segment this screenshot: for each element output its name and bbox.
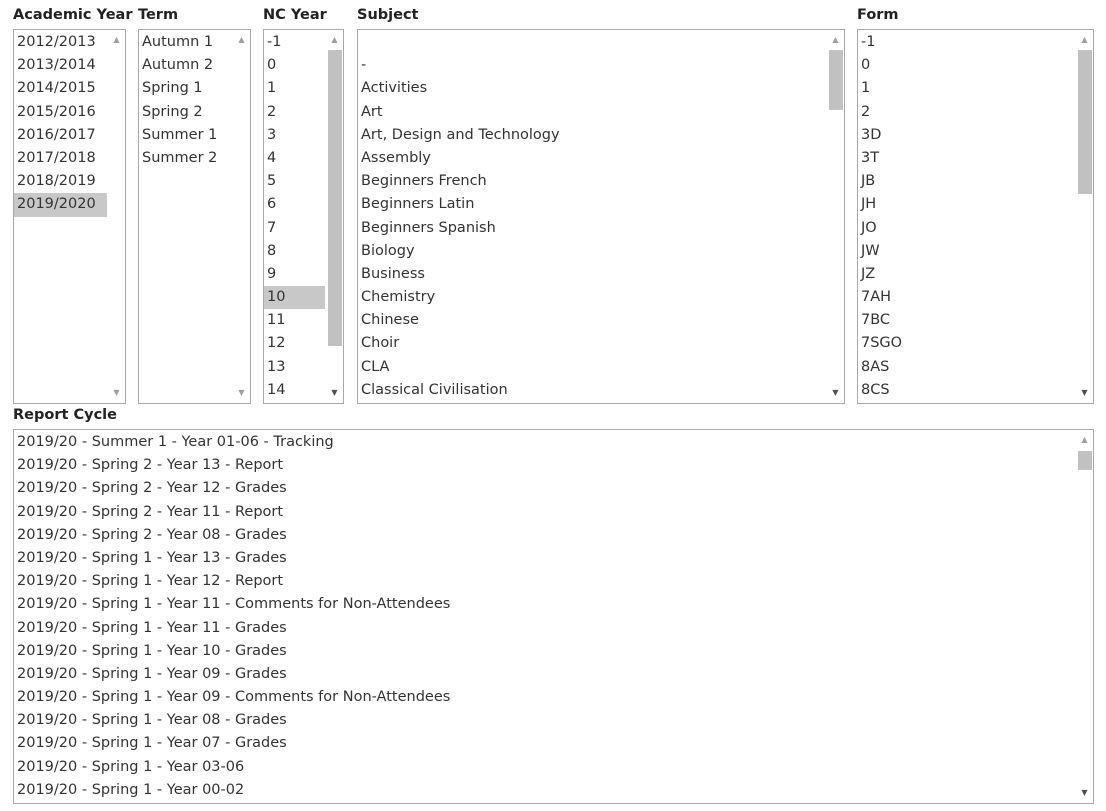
academic-year-items: [14, 31, 107, 217]
nc-year-label: NC Year: [263, 7, 327, 23]
report-cycle-option[interactable]: 2019/20 - Spring 2 - Year 13 - Report: [17, 457, 284, 474]
term-items: [139, 31, 232, 170]
term-option[interactable]: Summer 1: [142, 126, 218, 143]
scroll-down-icon[interactable]: ▼: [832, 388, 839, 397]
form-scroll-thumb[interactable]: [1078, 50, 1092, 194]
report-cycle-listbox[interactable]: [13, 429, 1094, 804]
form-items: [858, 31, 1075, 402]
form-option[interactable]: 8CS: [861, 381, 890, 398]
academic-year-option[interactable]: 2013/2014: [17, 57, 96, 74]
subject-option[interactable]: Chinese: [361, 312, 419, 329]
form-option[interactable]: JO: [861, 219, 877, 236]
scroll-down-icon[interactable]: ▼: [238, 388, 245, 397]
nc-year-option[interactable]: 12: [267, 335, 286, 352]
term-option[interactable]: Spring 2: [142, 103, 203, 120]
nc-year-option[interactable]: 8: [267, 242, 277, 259]
nc-year-option[interactable]: 9: [267, 265, 277, 282]
scroll-down-icon[interactable]: ▼: [331, 388, 338, 397]
form-option[interactable]: JH: [861, 196, 877, 213]
academic-year-option[interactable]: 2014/2015: [17, 80, 96, 97]
nc-year-option[interactable]: 11: [267, 312, 286, 329]
subject-option[interactable]: CLA: [361, 358, 390, 375]
term-listbox[interactable]: [138, 29, 251, 404]
subject-option[interactable]: Chemistry: [361, 289, 436, 306]
academic-year-option[interactable]: 2015/2016: [17, 103, 96, 120]
report-cycle-option[interactable]: 2019/20 - Summer 1 - Year 01-06 - Tracking: [17, 434, 334, 450]
scroll-up-icon[interactable]: ▲: [238, 35, 245, 44]
form-listbox[interactable]: [857, 29, 1094, 404]
report-cycle-scroll-thumb[interactable]: [1078, 451, 1092, 470]
subject-scroll-thumb[interactable]: [829, 50, 843, 110]
term-scrollbar[interactable]: [233, 30, 250, 403]
subject-option[interactable]: Art: [361, 103, 383, 120]
nc-year-option[interactable]: 1: [267, 80, 277, 97]
form-option[interactable]: 3D: [861, 126, 882, 143]
report-cycle-label: Report Cycle: [13, 407, 117, 423]
report-cycle-scrollbar[interactable]: [1076, 430, 1093, 803]
term-label: Term: [138, 7, 179, 23]
form-option[interactable]: 3T: [861, 149, 880, 166]
nc-year-listbox[interactable]: [263, 29, 344, 404]
scroll-up-icon[interactable]: ▲: [113, 35, 120, 44]
form-scrollbar[interactable]: [1076, 30, 1093, 403]
form-option[interactable]: JZ: [861, 265, 876, 282]
report-cycle-option[interactable]: 2019/20 - Spring 1 - Year 00-02: [17, 781, 245, 798]
nc-year-scroll-thumb[interactable]: [328, 50, 342, 346]
form-option[interactable]: 7BC: [861, 312, 891, 329]
nc-year-option[interactable]: 13: [267, 358, 286, 375]
term-option[interactable]: Summer 2: [142, 149, 218, 166]
academic-year-label: Academic Year: [13, 7, 133, 23]
subject-option[interactable]: Activities: [361, 80, 428, 97]
subject-option[interactable]: [358, 31, 826, 54]
report-cycle-option[interactable]: 2019/20 - Spring 1 - Year 10 - Grades: [17, 642, 287, 659]
subject-option[interactable]: Biology: [361, 242, 415, 259]
report-cycle-option[interactable]: 2019/20 - Spring 1 - Year 09 - Comments for Non-Attendees: [17, 689, 451, 706]
form-option[interactable]: -1: [861, 34, 876, 50]
report-cycle-option[interactable]: 2019/20 - Spring 1 - Year 09 - Grades: [17, 665, 287, 682]
academic-year-option[interactable]: 2017/2018: [17, 149, 96, 166]
form-option[interactable]: 8AS: [861, 358, 890, 375]
report-cycle-items: [14, 431, 1075, 802]
subject-option[interactable]: Art, Design and Technology: [361, 126, 560, 143]
subject-option[interactable]: -: [361, 57, 367, 74]
nc-year-option[interactable]: 2: [267, 103, 277, 120]
term-option[interactable]: Autumn 2: [142, 57, 214, 74]
form-option[interactable]: 0: [861, 57, 871, 74]
nc-year-option[interactable]: 14: [267, 381, 286, 398]
nc-year-option[interactable]: 0: [267, 57, 277, 74]
academic-year-option[interactable]: 2016/2017: [17, 126, 96, 143]
nc-year-option[interactable]: 3: [267, 126, 277, 143]
report-cycle-option[interactable]: 2019/20 - Spring 1 - Year 03-06: [17, 758, 245, 775]
scroll-up-icon[interactable]: ▲: [832, 35, 839, 44]
academic-year-option[interactable]: 2019/2020: [14, 193, 107, 216]
report-cycle-option[interactable]: 2019/20 - Spring 1 - Year 12 - Report: [17, 573, 284, 590]
report-cycle-option[interactable]: 2019/20 - Spring 1 - Year 11 - Comments for Non-Attendees: [17, 596, 451, 613]
subject-option[interactable]: Beginners Spanish: [361, 219, 496, 236]
scroll-down-icon[interactable]: ▼: [1081, 388, 1088, 397]
report-cycle-option[interactable]: 2019/20 - Spring 2 - Year 12 - Grades: [17, 480, 287, 497]
academic-year-listbox[interactable]: [13, 29, 126, 404]
subject-listbox[interactable]: [357, 29, 845, 404]
subject-option[interactable]: Classical Civilisation: [361, 381, 508, 398]
report-cycle-option[interactable]: 2019/20 - Spring 1 - Year 07 - Grades: [17, 735, 287, 752]
scroll-down-icon[interactable]: ▼: [1081, 788, 1088, 797]
scroll-up-icon[interactable]: ▲: [1081, 35, 1088, 44]
scroll-up-icon[interactable]: ▲: [331, 35, 338, 44]
form-option[interactable]: 1: [861, 80, 871, 97]
form-option[interactable]: 7SGO: [861, 335, 903, 352]
form-label: Form: [857, 7, 899, 23]
form-option[interactable]: JW: [861, 242, 880, 259]
nc-year-option[interactable]: 5: [267, 173, 277, 190]
report-cycle-option[interactable]: 2019/20 - Spring 1 - Year 11 - Grades: [17, 619, 287, 636]
nc-year-scrollbar[interactable]: [326, 30, 343, 403]
academic-year-option[interactable]: 2018/2019: [17, 173, 96, 190]
scroll-down-icon[interactable]: ▼: [113, 388, 120, 397]
nc-year-option[interactable]: 10: [264, 286, 325, 309]
term-option[interactable]: Spring 1: [142, 80, 203, 97]
subject-items: [358, 31, 826, 402]
term-option[interactable]: Autumn 1: [142, 34, 214, 50]
subject-option[interactable]: Business: [361, 265, 425, 282]
subject-option[interactable]: Choir: [361, 335, 400, 352]
nc-year-option[interactable]: 4: [267, 149, 277, 166]
form-option[interactable]: JB: [861, 173, 876, 190]
academic-year-option[interactable]: 2012/2013: [17, 34, 96, 50]
subject-option[interactable]: Beginners Latin: [361, 196, 475, 213]
nc-year-option[interactable]: 7: [267, 219, 277, 236]
nc-year-option[interactable]: 6: [267, 196, 277, 213]
academic-year-scrollbar[interactable]: [108, 30, 125, 403]
report-cycle-option[interactable]: 2019/20 - Spring 1 - Year 08 - Grades: [17, 712, 287, 729]
nc-year-option[interactable]: -1: [267, 34, 282, 50]
subject-scrollbar[interactable]: [827, 30, 844, 403]
form-option[interactable]: 2: [861, 103, 871, 120]
report-cycle-option[interactable]: 2019/20 - Spring 2 - Year 11 - Report: [17, 503, 284, 520]
subject-option[interactable]: Beginners French: [361, 173, 487, 190]
subject-label: Subject: [357, 7, 419, 23]
report-cycle-option[interactable]: 2019/20 - Spring 2 - Year 08 - Grades: [17, 526, 287, 543]
form-option[interactable]: 7AH: [861, 289, 892, 306]
report-cycle-option[interactable]: 2019/20 - Spring 1 - Year 13 - Grades: [17, 549, 287, 566]
scroll-up-icon[interactable]: ▲: [1081, 435, 1088, 444]
nc-year-items: [264, 31, 325, 402]
subject-option[interactable]: Assembly: [361, 149, 431, 166]
